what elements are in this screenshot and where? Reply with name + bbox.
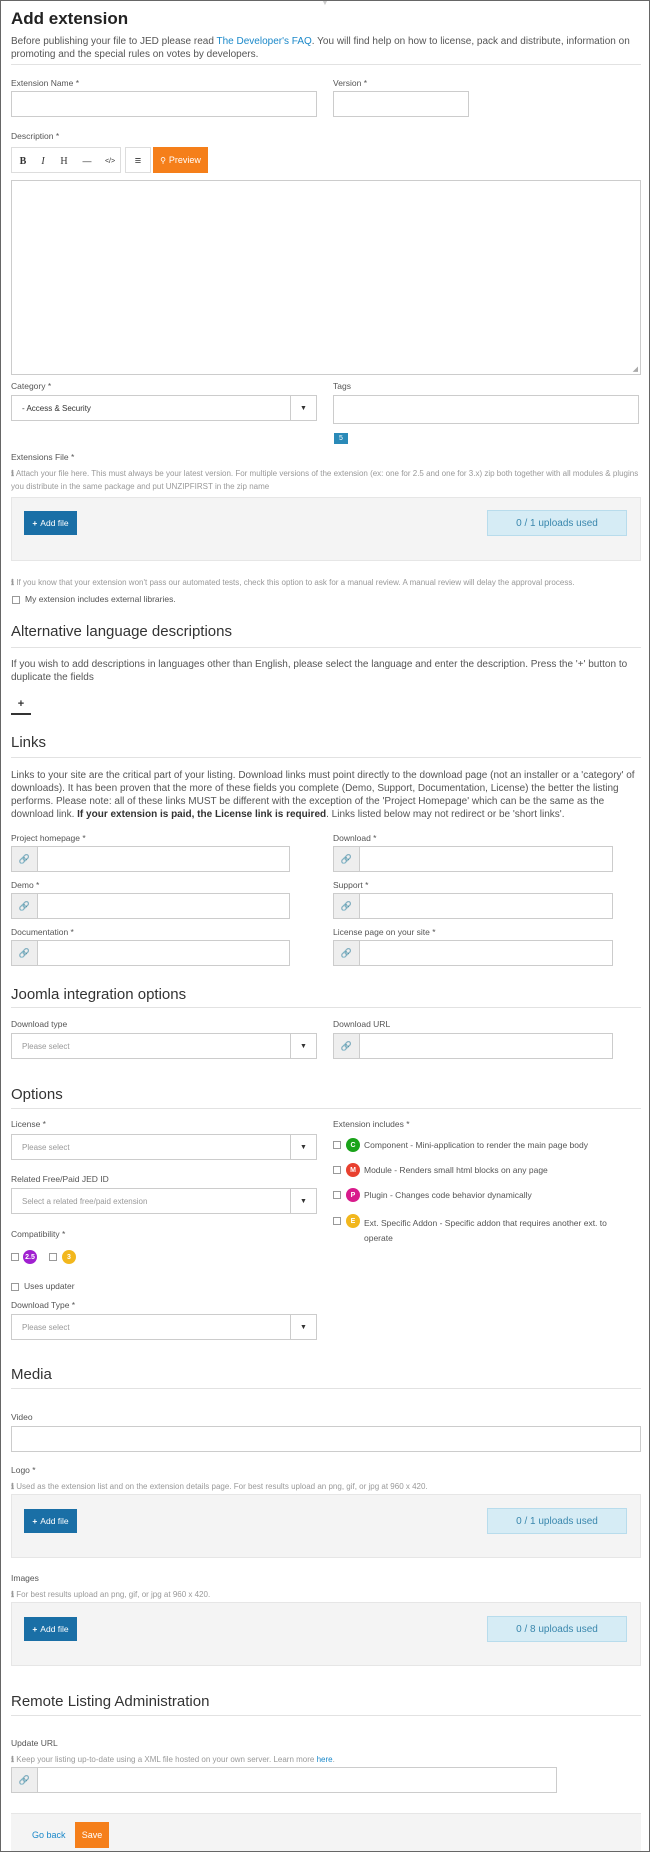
license-label: License *: [11, 1119, 46, 1129]
project-homepage-label: Project homepage *: [11, 833, 86, 843]
add-images-button[interactable]: + Add file: [24, 1617, 77, 1641]
joomla-heading: Joomla integration options: [11, 986, 187, 1003]
add-file-button[interactable]: + Add file: [24, 511, 77, 535]
link-icon: 🔗: [334, 941, 360, 965]
alt-lang-text: If you wish to add descriptions in languages other than English, please select the language and enter the description. Press the '+' button to duplicate the fields: [11, 659, 628, 683]
divider: [11, 1715, 641, 1716]
search-icon: ⚲: [160, 155, 166, 165]
bold-button[interactable]: B: [19, 155, 27, 167]
include-addon-label: Ext. Specific Addon - Specific addon that requires another ext. to operate: [364, 1218, 607, 1243]
intro-text: Before publishing your file to JED please read The Developer's FAQ. You will find help on how to license, pack and distribute, information on promoting and the special rules on votes by developers.: [11, 36, 630, 60]
logo-uploads-used: 0 / 1 uploads used: [487, 1508, 627, 1534]
logo-label: Logo *: [11, 1465, 36, 1475]
video-label: Video: [11, 1412, 33, 1422]
support-input[interactable]: [333, 893, 613, 919]
related-jed-select[interactable]: Select a related free/paid extension ▼: [11, 1188, 317, 1214]
link-icon: 🔗: [334, 847, 360, 871]
divider: [11, 1388, 641, 1389]
divider: [11, 64, 641, 65]
related-jed-label: Related Free/Paid JED ID: [11, 1174, 109, 1184]
links-text: Links to your site are the critical part of your listing. Download links must point directly to the download page (not an installer or a 'category' of downloads). It has been proven that the more of these fields you complete (Demo, Support, Documentation, License) the better the listing performs. Please note: all of these links MUST be different with the exception of the 'Project Homepage' which can be the same as the download link. If your extension is paid, the License link is required. Links listed below may not redirect or be 'short links'.: [11, 770, 635, 820]
include-plugin-label: Plugin - Changes code behavior dynamically: [364, 1190, 532, 1200]
tags-count-badge: 5: [334, 433, 348, 444]
chevron-down-icon: ▼: [290, 1315, 316, 1339]
plus-icon: +: [32, 1516, 38, 1526]
code-button[interactable]: </>: [104, 157, 116, 165]
license-page-input[interactable]: [333, 940, 613, 966]
download-type-2-label: Download Type *: [11, 1300, 76, 1310]
media-heading: Media: [11, 1366, 52, 1383]
info-icon: ℹ: [11, 1755, 15, 1764]
include-component-label: Component - Mini-application to render the main page body: [364, 1140, 588, 1150]
download-type-2-select[interactable]: Please select ▼: [11, 1314, 317, 1340]
link-icon: 🔗: [12, 1768, 38, 1792]
link-icon: 🔗: [334, 1034, 360, 1058]
images-uploads-used: 0 / 8 uploads used: [487, 1616, 627, 1642]
include-module-label: Module - Renders small html blocks on any page: [364, 1165, 548, 1175]
update-url-input[interactable]: [11, 1767, 557, 1793]
info-icon: ℹ: [11, 578, 15, 587]
save-button[interactable]: Save: [75, 1822, 109, 1848]
chevron-down-icon: ▼: [290, 396, 316, 420]
support-label: Support *: [333, 880, 369, 890]
description-label: Description *: [11, 131, 60, 141]
extensions-uploads-used: 0 / 1 uploads used: [487, 510, 627, 536]
alt-lang-heading: Alternative language descriptions: [11, 623, 232, 640]
logo-help: ℹ Used as the extension list and on the extension details page. For best results upload an png, gif, or jpg at 960 x 420.: [11, 1482, 428, 1491]
preview-button[interactable]: ⚲ Preview: [153, 147, 208, 173]
download-url-input[interactable]: [333, 1033, 613, 1059]
chevron-down-icon: ▼: [290, 1034, 316, 1058]
horizontal-rule-button[interactable]: —: [82, 156, 92, 166]
license-select[interactable]: Please select ▼: [11, 1134, 317, 1160]
extension-name-label: Extension Name *: [11, 78, 80, 88]
download-url-label: Download URL: [333, 1019, 391, 1029]
license-page-label: License page on your site *: [333, 927, 436, 937]
chevron-down-icon: ▼: [290, 1189, 316, 1213]
link-icon: 🔗: [12, 894, 38, 918]
add-logo-button[interactable]: + Add file: [24, 1509, 77, 1533]
learn-more-link[interactable]: here: [316, 1755, 333, 1764]
include-addon-badge: E: [346, 1214, 360, 1228]
project-homepage-input[interactable]: [11, 846, 290, 872]
top-notch-icon: ▼: [321, 0, 329, 7]
description-textarea[interactable]: [11, 180, 641, 375]
italic-button[interactable]: I: [41, 155, 45, 167]
version-input[interactable]: [333, 91, 469, 117]
compat-25-badge: 2.5: [23, 1250, 37, 1264]
remote-heading: Remote Listing Administration: [11, 1693, 210, 1710]
category-label: Category *: [11, 381, 52, 391]
info-icon: ℹ: [11, 1590, 15, 1599]
plus-icon: +: [32, 1624, 38, 1634]
tags-input[interactable]: [333, 395, 639, 424]
download-label: Download *: [333, 833, 377, 843]
version-label: Version *: [333, 78, 368, 88]
divider: [11, 647, 641, 648]
info-icon: ℹ: [11, 469, 15, 478]
video-input[interactable]: [11, 1426, 641, 1452]
include-module-checkbox[interactable]: [333, 1166, 341, 1174]
include-addon-checkbox[interactable]: [333, 1217, 341, 1225]
link-icon: 🔗: [334, 894, 360, 918]
images-help: ℹ For best results upload an png, gif, or jpg at 960 x 420.: [11, 1590, 211, 1599]
links-heading: Links: [11, 734, 47, 751]
compat-3-badge: 3: [62, 1250, 76, 1264]
options-heading: Options: [11, 1086, 63, 1103]
divider: [11, 757, 641, 758]
tags-label: Tags: [333, 381, 351, 391]
resize-handle-icon[interactable]: ◢: [632, 366, 638, 373]
external-libraries-checkbox[interactable]: [12, 596, 20, 604]
link-icon: 🔗: [12, 847, 38, 871]
download-input[interactable]: [333, 846, 613, 872]
compat-25-checkbox[interactable]: [11, 1253, 19, 1261]
divider: [11, 1108, 641, 1109]
developers-faq-link[interactable]: The Developer's FAQ: [216, 36, 312, 47]
include-module-badge: M: [346, 1163, 360, 1177]
page-title: Add extension: [11, 9, 129, 28]
info-icon: ℹ: [11, 1482, 15, 1491]
include-component-checkbox[interactable]: [333, 1141, 341, 1149]
list-button[interactable]: ≡: [134, 155, 142, 167]
extensions-file-help: ℹ Attach your file here. This must always be your latest version. For multiple versions of the extension (ex: one for 2.5 and one for 3.x) zip both together with all modules & plugins you distribute in the same package and put UNZIPFIRST in the zip name: [11, 469, 639, 491]
extension-includes-label: Extension includes *: [333, 1119, 410, 1129]
images-label: Images: [11, 1573, 39, 1583]
external-libraries-label: My extension includes external libraries.: [25, 594, 176, 604]
uses-updater-label: Uses updater: [24, 1281, 75, 1291]
download-type-label: Download type: [11, 1019, 68, 1029]
demo-label: Demo *: [11, 880, 40, 890]
add-language-button[interactable]: +: [11, 695, 31, 715]
extension-name-input[interactable]: [11, 91, 317, 117]
include-plugin-badge: P: [346, 1188, 360, 1202]
divider: [11, 1007, 641, 1008]
extensions-file-label: Extensions File *: [11, 452, 75, 462]
update-url-label: Update URL: [11, 1738, 58, 1748]
documentation-input[interactable]: [11, 940, 290, 966]
heading-button[interactable]: H: [60, 155, 68, 167]
category-select[interactable]: - Access & Security ▼: [11, 395, 317, 421]
chevron-down-icon: ▼: [290, 1135, 316, 1159]
include-component-badge: C: [346, 1138, 360, 1152]
compatibility-label: Compatibility *: [11, 1229, 66, 1239]
include-plugin-checkbox[interactable]: [333, 1191, 341, 1199]
link-icon: 🔗: [12, 941, 38, 965]
uses-updater-checkbox[interactable]: [11, 1283, 19, 1291]
download-type-select[interactable]: Please select ▼: [11, 1033, 317, 1059]
demo-input[interactable]: [11, 893, 290, 919]
go-back-link[interactable]: Go back: [32, 1830, 66, 1840]
documentation-label: Documentation *: [11, 927, 74, 937]
plus-icon: +: [32, 518, 38, 528]
compat-3-checkbox[interactable]: [49, 1253, 57, 1261]
manual-review-help: ℹ If you know that your extension won't pass our automated tests, check this option to ask for a manual review. A manual review will delay the approval process.: [11, 578, 575, 587]
update-url-help: ℹ Keep your listing up-to-date using a XML file hosted on your own server. Learn more here.: [11, 1755, 335, 1764]
